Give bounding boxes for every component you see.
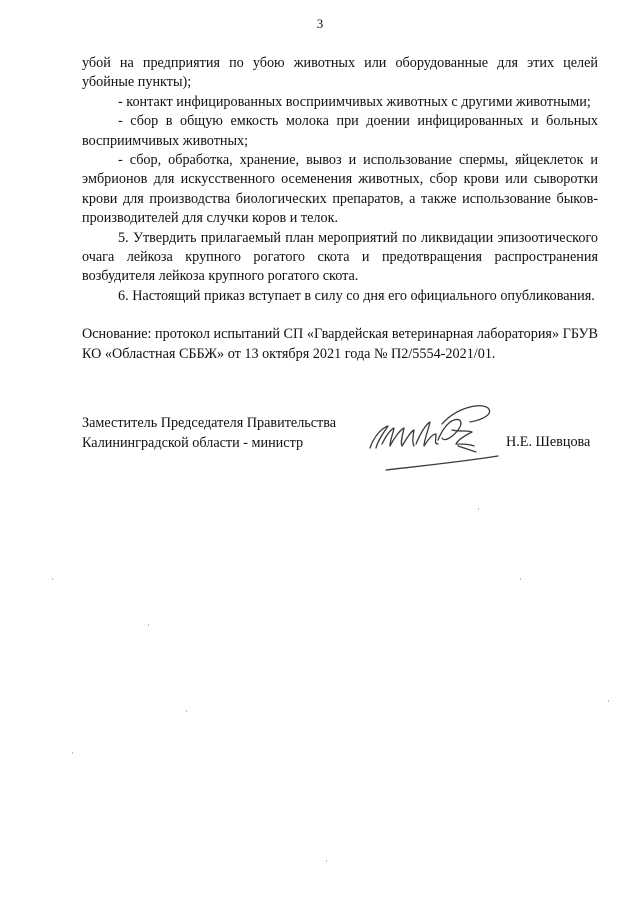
paragraph-slaughter-continuation: убой на предприятия по убою животных или оборудованные для этих целей убойные пункты); xyxy=(82,55,598,91)
scan-speck xyxy=(326,860,327,862)
scan-speck xyxy=(148,624,149,626)
handwritten-signature xyxy=(330,390,520,482)
paragraph-item-5-plan: 5. Утвердить прилагаемый план мероприятий по ликвидации эпизоотического очага лейкоза крупного рогатого скота и предотвращения распространения возбудителя лейкоза крупного рогатого скота. xyxy=(82,229,598,285)
document-body xyxy=(82,54,598,306)
paragraph-sperm-embryo-ban: - сбор, обработка, хранение, вывоз и использование спермы, яйцеклеток и эмбрионов для искусственного осеменения животных, сбор крови или сыворотки крови для производства биологических препаратов, а также использование быков-производителей для случки коров и телок. xyxy=(82,152,598,227)
scan-speck xyxy=(608,700,609,702)
paragraph-milk-collection-ban: - сбор в общую емкость молока при доении инфицированных и больных восприимчивых животных; xyxy=(82,113,598,149)
paragraph-item-6-effect: 6. Настоящий приказ вступает в силу со дня его официального опубликования. xyxy=(118,287,595,304)
signatory-title-line-2: Калининградской области - министр xyxy=(82,435,304,451)
scan-speck xyxy=(186,710,187,712)
scan-speck xyxy=(520,578,521,580)
signatory-title xyxy=(82,413,336,453)
basis-statement: Основание: протокол испытаний СП «Гвардейская ветеринарная лаборатория» ГБУВ КО «Областная СББЖ» от 13 октября 2021 года № П2/5554-2021/01. xyxy=(82,326,598,362)
scan-speck xyxy=(52,578,53,580)
paragraph-contact-ban: - контакт инфицированных восприимчивых животных с другими животными; xyxy=(118,93,591,110)
scan-speck xyxy=(478,508,479,510)
signatory-name: Н.Е. Шевцова xyxy=(506,434,591,450)
page-number: 3 xyxy=(316,16,324,31)
scan-speck xyxy=(72,752,73,754)
signatory-title-line-1: Заместитель Председателя Правительства xyxy=(82,415,337,431)
